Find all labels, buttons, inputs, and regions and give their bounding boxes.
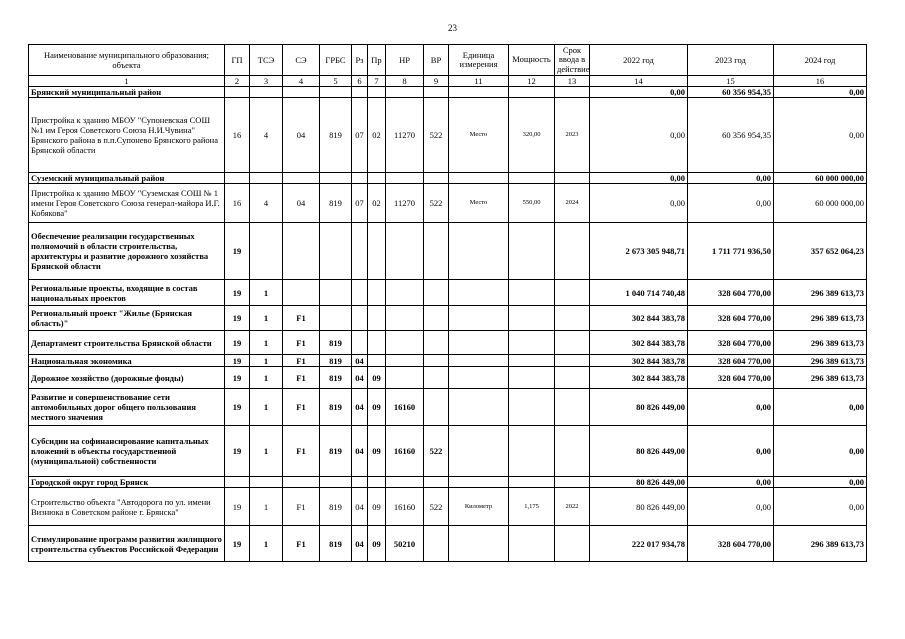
se-cell: 04 [283,184,320,223]
amount-2023-cell: 0,00 [688,184,774,223]
se-cell: F1 [283,355,320,367]
rz-cell [352,280,368,306]
table-row [29,306,867,331]
amount-2023-cell: 0,00 [688,389,774,426]
tse-cell: 1 [250,306,283,331]
grbs-cell: 819 [320,184,352,223]
amount-2023-cell: 0,00 [688,173,774,184]
pr-cell [368,331,386,355]
rz-cell: 04 [352,488,368,526]
amount-2022-cell: 80 826 449,00 [590,426,688,477]
amount-2022-cell: 0,00 [590,184,688,223]
gp-cell: 19 [225,526,250,562]
rz-cell [352,173,368,184]
pr-cell [368,306,386,331]
gp-cell: 19 [225,367,250,389]
gp-cell: 19 [225,426,250,477]
unit-cell [449,426,509,477]
column-number-cell: 15 [688,76,774,87]
amount-2022-cell: 80 826 449,00 [590,488,688,526]
unit-cell: Место [449,98,509,173]
grbs-cell [320,280,352,306]
tse-cell: 1 [250,355,283,367]
amount-2022-cell: 1 040 714 740,48 [590,280,688,306]
rz-cell [352,331,368,355]
capacity-cell [509,367,555,389]
tse-cell [250,87,283,98]
gp-cell [225,477,250,488]
rz-cell: 04 [352,526,368,562]
column-number-cell: 7 [368,76,386,87]
pr-cell [368,223,386,280]
unit-cell [449,306,509,331]
column-number-cell: 8 [386,76,424,87]
unit-cell [449,331,509,355]
se-cell [283,280,320,306]
object-name-cell: Региональный проект "Жилье (Брянская область)" [29,306,225,331]
se-cell: F1 [283,488,320,526]
tse-cell: 1 [250,488,283,526]
pr-cell: 09 [368,367,386,389]
tse-cell [250,173,283,184]
vr-cell: 522 [424,184,449,223]
capacity-cell [509,426,555,477]
unit-cell [449,355,509,367]
se-cell [283,223,320,280]
amount-2022-cell: 80 826 449,00 [590,389,688,426]
table-body [29,87,867,562]
table-row [29,426,867,477]
nr-cell: 11270 [386,98,424,173]
tse-cell: 1 [250,389,283,426]
table-row [29,488,867,526]
unit-cell [449,280,509,306]
capacity-cell [509,477,555,488]
grbs-cell [320,306,352,331]
header-cell: 2024 год [774,45,867,76]
vr-cell [424,280,449,306]
nr-cell: 16160 [386,426,424,477]
header-cell: Пр [368,45,386,76]
capacity-cell: 1,175 [509,488,555,526]
column-number-cell: 9 [424,76,449,87]
pr-cell: 02 [368,98,386,173]
amount-2024-cell: 296 389 613,73 [774,280,867,306]
object-name-cell: Дорожное хозяйство (дорожные фонды) [29,367,225,389]
nr-cell [386,280,424,306]
header-cell: 2023 год [688,45,774,76]
unit-cell [449,87,509,98]
nr-cell [386,477,424,488]
term-cell: 2022 [555,488,590,526]
amount-2022-cell: 302 844 383,78 [590,306,688,331]
tse-cell: 1 [250,331,283,355]
amount-2022-cell: 0,00 [590,87,688,98]
object-name-cell: Городской округ город Брянск [29,477,225,488]
object-name-cell: Региональные проекты, входящие в состав национальных проектов [29,280,225,306]
grbs-cell: 819 [320,98,352,173]
table-row [29,184,867,223]
column-number-cell: 3 [250,76,283,87]
term-cell [555,306,590,331]
column-number-cell: 4 [283,76,320,87]
amount-2022-cell: 0,00 [590,173,688,184]
amount-2024-cell: 0,00 [774,426,867,477]
column-number-cell: 1 [29,76,225,87]
amount-2024-cell: 296 389 613,73 [774,526,867,562]
header-cell: 2022 год [590,45,688,76]
header-cell: ГП [225,45,250,76]
amount-2023-cell: 328 604 770,00 [688,355,774,367]
pr-cell [368,477,386,488]
term-cell: 2023 [555,98,590,173]
term-cell [555,223,590,280]
grbs-cell: 819 [320,488,352,526]
amount-2024-cell: 357 652 064,23 [774,223,867,280]
pr-cell: 09 [368,426,386,477]
tse-cell: 1 [250,426,283,477]
table-row [29,367,867,389]
table-row [29,223,867,280]
tse-cell: 4 [250,184,283,223]
amount-2024-cell: 0,00 [774,488,867,526]
object-name-cell: Брянский муниципальный район [29,87,225,98]
header-cell: ТСЭ [250,45,283,76]
column-number-cell: 11 [449,76,509,87]
rz-cell [352,306,368,331]
tse-cell: 1 [250,280,283,306]
object-name-cell: Строительство объекта "Автодорога по ул. имени Визнюка в Советском районе г. Брянска" [29,488,225,526]
pr-cell [368,355,386,367]
header-cell: НР [386,45,424,76]
nr-cell: 16160 [386,488,424,526]
column-number-cell: 5 [320,76,352,87]
se-cell: F1 [283,389,320,426]
amount-2023-cell: 328 604 770,00 [688,331,774,355]
amount-2024-cell: 296 389 613,73 [774,306,867,331]
term-cell [555,426,590,477]
gp-cell: 19 [225,355,250,367]
se-cell [283,173,320,184]
nr-cell: 50210 [386,526,424,562]
gp-cell: 16 [225,98,250,173]
amount-2022-cell: 0,00 [590,98,688,173]
rz-cell [352,477,368,488]
amount-2024-cell: 60 000 000,00 [774,173,867,184]
header-cell: Срок ввода в действие [555,45,590,76]
header-cell: Единица измерения [449,45,509,76]
table-row [29,526,867,562]
unit-cell [449,477,509,488]
table-row [29,477,867,488]
amount-2023-cell: 0,00 [688,426,774,477]
column-number-row [29,76,867,87]
capacity-cell [509,223,555,280]
vr-cell [424,477,449,488]
table-header-row [29,45,867,76]
vr-cell: 522 [424,98,449,173]
gp-cell: 19 [225,331,250,355]
term-cell: 2024 [555,184,590,223]
grbs-cell: 819 [320,331,352,355]
amount-2022-cell: 222 017 934,78 [590,526,688,562]
unit-cell: Километр [449,488,509,526]
amount-2024-cell: 296 389 613,73 [774,367,867,389]
pr-cell: 02 [368,184,386,223]
object-name-cell: Развитие и совершенствование сети автомобильных дорог общего пользования местного значения [29,389,225,426]
se-cell: F1 [283,426,320,477]
nr-cell [386,355,424,367]
amount-2023-cell: 328 604 770,00 [688,280,774,306]
amount-2023-cell: 1 711 771 936,50 [688,223,774,280]
capacity-cell [509,173,555,184]
unit-cell [449,173,509,184]
amount-2022-cell: 80 826 449,00 [590,477,688,488]
amount-2022-cell: 302 844 383,78 [590,331,688,355]
rz-cell: 07 [352,184,368,223]
grbs-cell [320,477,352,488]
amount-2023-cell: 60 356 954,35 [688,87,774,98]
grbs-cell [320,87,352,98]
rz-cell [352,223,368,280]
gp-cell: 19 [225,488,250,526]
pr-cell: 09 [368,488,386,526]
vr-cell [424,87,449,98]
object-name-cell: Пристройка к зданию МБОУ "Супоневская СОШ №1 им Героя Советского Союза Н.И.Чувина" Брянского района в п.п.Супонево Брянского района Брянской области [29,98,225,173]
gp-cell: 16 [225,184,250,223]
term-cell [555,526,590,562]
rz-cell: 07 [352,98,368,173]
se-cell: F1 [283,526,320,562]
capacity-cell: 320,00 [509,98,555,173]
pr-cell [368,87,386,98]
term-cell [555,367,590,389]
nr-cell: 11270 [386,184,424,223]
rz-cell: 04 [352,367,368,389]
gp-cell: 19 [225,223,250,280]
amount-2024-cell: 60 000 000,00 [774,184,867,223]
column-number-cell: 14 [590,76,688,87]
rz-cell [352,87,368,98]
object-name-cell: Обеспечение реализации государственных полномочий в области строительства, архитектуры и развитие дорожного хозяйства Брянской области [29,223,225,280]
column-number-cell: 6 [352,76,368,87]
capacity-cell [509,355,555,367]
object-name-cell: Стимулирование программ развития жилищного строительства субъектов Российской Федерации [29,526,225,562]
vr-cell: 522 [424,488,449,526]
tse-cell: 1 [250,367,283,389]
tse-cell: 1 [250,526,283,562]
se-cell: 04 [283,98,320,173]
rz-cell: 04 [352,426,368,477]
amount-2023-cell: 0,00 [688,477,774,488]
grbs-cell: 819 [320,355,352,367]
capacity-cell [509,389,555,426]
unit-cell [449,389,509,426]
capacity-cell [509,331,555,355]
se-cell: F1 [283,306,320,331]
rz-cell: 04 [352,389,368,426]
budget-table [28,44,867,562]
amount-2023-cell: 328 604 770,00 [688,526,774,562]
capacity-cell [509,87,555,98]
grbs-cell: 819 [320,426,352,477]
nr-cell [386,306,424,331]
amount-2023-cell: 328 604 770,00 [688,367,774,389]
header-cell: ГРБС [320,45,352,76]
column-number-cell: 12 [509,76,555,87]
column-number-cell: 2 [225,76,250,87]
grbs-cell: 819 [320,526,352,562]
amount-2022-cell: 2 673 305 948,71 [590,223,688,280]
term-cell [555,331,590,355]
object-name-cell: Субсидии на софинансирование капитальных вложений в объекты государственной (муниципальной) собственности [29,426,225,477]
header-cell: Мощность [509,45,555,76]
object-name-cell: Пристройка к зданию МБОУ "Суземская СОШ № 1 имени Героя Советского Союза генерал-майора И.Г. Кобякова" [29,184,225,223]
unit-cell [449,367,509,389]
unit-cell [449,526,509,562]
se-cell: F1 [283,367,320,389]
vr-cell [424,389,449,426]
tse-cell: 4 [250,98,283,173]
nr-cell [386,223,424,280]
term-cell [555,389,590,426]
column-number-cell: 16 [774,76,867,87]
table-row [29,173,867,184]
grbs-cell [320,173,352,184]
capacity-cell: 550,00 [509,184,555,223]
pr-cell [368,173,386,184]
term-cell [555,87,590,98]
vr-cell: 522 [424,426,449,477]
gp-cell [225,87,250,98]
amount-2024-cell: 0,00 [774,389,867,426]
object-name-cell: Национальная экономика [29,355,225,367]
amount-2023-cell: 328 604 770,00 [688,306,774,331]
nr-cell: 16160 [386,389,424,426]
pr-cell: 09 [368,526,386,562]
table-row [29,389,867,426]
rz-cell: 04 [352,355,368,367]
vr-cell [424,306,449,331]
header-cell: Рз [352,45,368,76]
se-cell [283,87,320,98]
header-cell: Наименование муниципального образования; объекта [29,45,225,76]
table-row [29,87,867,98]
table-row [29,331,867,355]
nr-cell [386,87,424,98]
amount-2022-cell: 302 844 383,78 [590,367,688,389]
grbs-cell: 819 [320,367,352,389]
header-cell: ВР [424,45,449,76]
tse-cell [250,223,283,280]
unit-cell [449,223,509,280]
vr-cell [424,223,449,280]
gp-cell: 19 [225,306,250,331]
page-number: 23 [448,23,457,33]
gp-cell: 19 [225,389,250,426]
gp-cell: 19 [225,280,250,306]
vr-cell [424,173,449,184]
vr-cell [424,355,449,367]
capacity-cell [509,280,555,306]
term-cell [555,173,590,184]
amount-2024-cell: 296 389 613,73 [774,355,867,367]
amount-2024-cell: 0,00 [774,87,867,98]
header-cell: СЭ [283,45,320,76]
term-cell [555,355,590,367]
amount-2023-cell: 0,00 [688,488,774,526]
grbs-cell [320,223,352,280]
pr-cell: 09 [368,389,386,426]
amount-2024-cell: 0,00 [774,98,867,173]
capacity-cell [509,306,555,331]
object-name-cell: Суземский муниципальный район [29,173,225,184]
vr-cell [424,526,449,562]
amount-2022-cell: 302 844 383,78 [590,355,688,367]
se-cell: F1 [283,331,320,355]
pr-cell [368,280,386,306]
amount-2023-cell: 60 356 954,35 [688,98,774,173]
se-cell [283,477,320,488]
unit-cell: Место [449,184,509,223]
table-row [29,98,867,173]
amount-2024-cell: 296 389 613,73 [774,331,867,355]
amount-2024-cell: 0,00 [774,477,867,488]
term-cell [555,477,590,488]
capacity-cell [509,526,555,562]
nr-cell [386,331,424,355]
tse-cell [250,477,283,488]
nr-cell [386,367,424,389]
table-row [29,355,867,367]
vr-cell [424,367,449,389]
column-number-cell: 13 [555,76,590,87]
gp-cell [225,173,250,184]
table-row [29,280,867,306]
vr-cell [424,331,449,355]
nr-cell [386,173,424,184]
term-cell [555,280,590,306]
object-name-cell: Департамент строительства Брянской области [29,331,225,355]
grbs-cell: 819 [320,389,352,426]
